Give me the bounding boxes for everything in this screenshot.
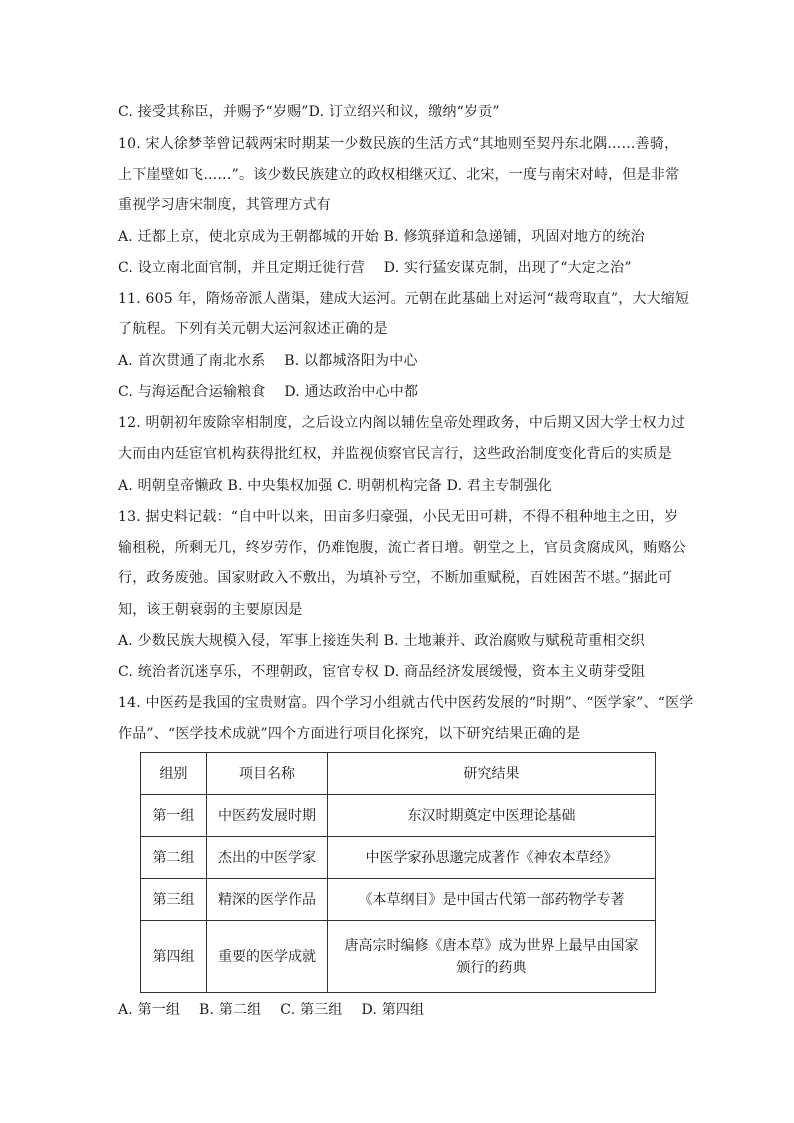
table-cell: 中医药发展时期 <box>207 795 328 837</box>
table-cell: 第一组 <box>141 795 207 837</box>
table-cell: 中医学家孙思邈完成著作《神农本草经》 <box>328 837 656 879</box>
table-cell: 重要的医学成就 <box>207 921 328 993</box>
table-cell: 东汉时期奠定中医理论基础 <box>328 795 656 837</box>
q13-stem-line-4: 知，该王朝衰弱的主要原因是 <box>118 602 303 618</box>
research-results-table <box>140 752 656 993</box>
q12-stem-line-1: 12. 明朝初年废除宰相制度，之后设立内阁以辅佐皇帝处理政务，中后期又因大学士权力过 <box>118 415 686 431</box>
table-row <box>141 921 656 993</box>
table-cell: 第三组 <box>141 879 207 921</box>
q14-stem-line-2: 作品”、“医学技术成就”四个方面进行项目化探究，以下研究结果正确的是 <box>118 726 581 742</box>
q12-stem-line-2: 大而由内廷宦官机构获得批红权，并监视侦察官民言行，这些政治制度变化背后的实质是 <box>118 446 672 462</box>
table-cell: 杰出的中医学家 <box>207 837 328 879</box>
table-cell: 精深的医学作品 <box>207 879 328 921</box>
table-row <box>141 795 656 837</box>
q12-options: A. 明朝皇帝懒政 B. 中央集权加强 C. 明朝机构完备 D. 君主专制强化 <box>118 478 553 494</box>
q11-option-ab: A. 首次贯通了南北水系 B. 以都城洛阳为中心 <box>118 353 418 369</box>
q11-option-cd: C. 与海运配合运输粮食 D. 通达政治中心中都 <box>118 384 419 400</box>
q10-stem-line-3: 重视学习唐宋制度，其管理方式有 <box>118 197 331 213</box>
q11-stem-line-1: 11. 605 年，隋炀帝派人凿渠，建成大运河。元朝在此基础上对运河“裁弯取直”，大大缩短 <box>118 291 690 307</box>
q13-stem-line-1: 13. 据史料记载：“自中叶以来，田亩多归豪强，小民无田可耕，不得不租种地主之田，岁 <box>118 509 679 525</box>
table-cell: 《本草纲目》是中国古代第一部药物学专著 <box>328 879 656 921</box>
q9-option-cd: C. 接受其称臣，并赐予“岁赐”D. 订立绍兴和议，缴纳“岁贡” <box>118 104 500 120</box>
table-cell: 第四组 <box>141 921 207 993</box>
q13-option-ab: A. 少数民族大规模入侵，军事上接连失利 B. 土地兼并、政治腐败与赋税苛重相交织 <box>118 633 645 649</box>
header-result: 研究结果 <box>328 753 656 795</box>
q13-stem-line-2: 输租税，所剩无几，终岁劳作，仍难饱腹，流亡者日增。朝堂之上，官员贪腐成风，贿赂公 <box>118 540 686 556</box>
q10-stem-line-1: 10. 宋人徐梦莘曾记载两宋时期某一少数民族的生活方式“其地则至契丹东北隅……善骑， <box>118 136 679 152</box>
q10-stem-line-2: 上下崖壁如飞……”。该少数民族建立的政权相继灭辽、北宋，一度与南宋对峙，但是非常 <box>118 167 680 183</box>
header-project-name: 项目名称 <box>207 753 328 795</box>
q11-stem-line-2: 了航程。下列有关元朝大运河叙述正确的是 <box>118 321 388 337</box>
table-row <box>141 879 656 921</box>
q13-option-cd: C. 统治者沉迷享乐，不理朝政，宦官专权 D. 商品经济发展缓慢，资本主义萌芽受阻 <box>118 664 646 680</box>
q14-stem-line-1: 14. 中医药是我国的宝贵财富。四个学习小组就古代中医药发展的“时期”、“医学家”、“医学 <box>118 695 694 711</box>
table-cell: 唐高宗时编修《唐本草》成为世界上最早由国家颁行的药典 <box>328 921 656 993</box>
q10-option-cd: C. 设立南北面官制，并且定期迁徙行营 D. 实行猛安谋克制，出现了“大定之治” <box>118 260 632 276</box>
table-cell: 第二组 <box>141 837 207 879</box>
q10-option-ab: A. 迁都上京，使北京成为王朝都城的开始 B. 修筑驿道和急递铺，巩固对地方的统治 <box>118 229 645 245</box>
q13-stem-line-3: 行，政务废弛。国家财政入不敷出，为填补亏空，不断加重赋税，百姓困苦不堪。”据此可 <box>118 570 673 586</box>
table-header-row <box>141 753 656 795</box>
q14-options: A. 第一组 B. 第二组 C. 第三组 D. 第四组 <box>118 1002 425 1018</box>
table-row <box>141 837 656 879</box>
header-group: 组别 <box>141 753 207 795</box>
